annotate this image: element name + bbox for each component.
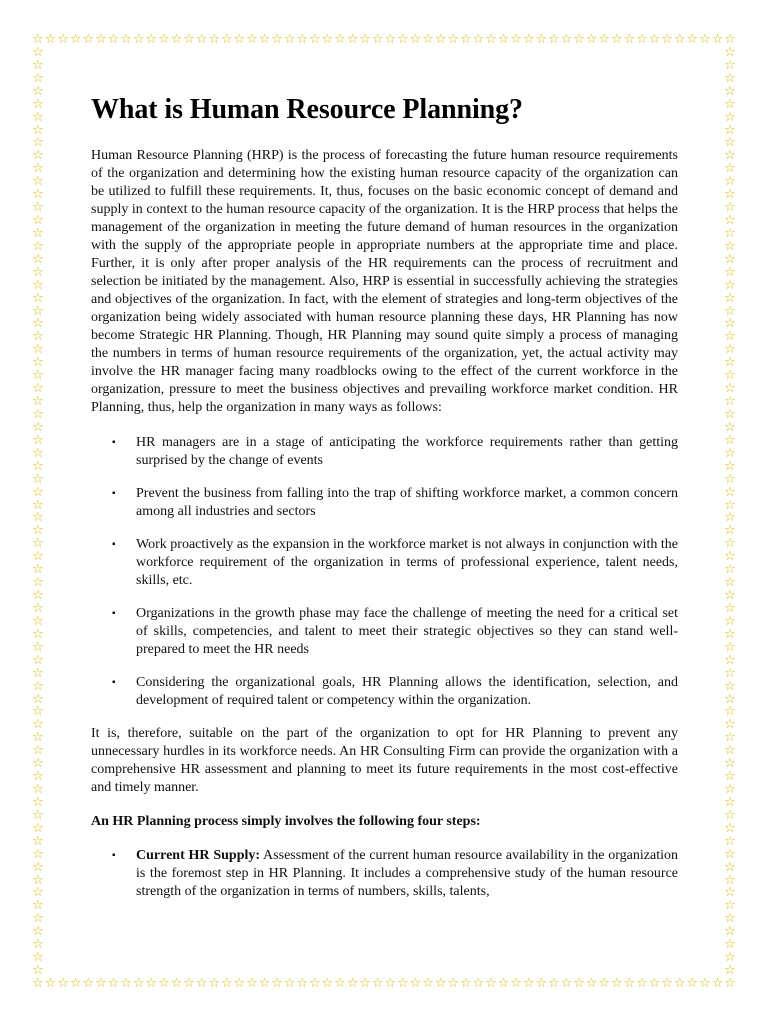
star-icon: ☆ <box>724 846 736 862</box>
square-bullet-icon: ▪ <box>112 677 116 688</box>
star-icon: ☆ <box>32 820 44 836</box>
star-icon: ☆ <box>434 32 447 47</box>
page-title: What is Human Resource Planning? <box>91 94 523 125</box>
star-icon: ☆ <box>724 355 736 371</box>
star-icon: ☆ <box>724 368 736 384</box>
list-item <box>91 847 678 901</box>
star-icon: ☆ <box>32 70 44 86</box>
star-icon: ☆ <box>32 419 44 435</box>
star-icon: ☆ <box>32 639 44 655</box>
star-icon: ☆ <box>95 32 107 47</box>
star-icon: ☆ <box>32 963 44 979</box>
star-icon: ☆ <box>32 769 44 785</box>
star-icon: ☆ <box>233 976 246 991</box>
star-icon: ☆ <box>699 976 711 991</box>
star-icon: ☆ <box>585 32 598 47</box>
star-icon: ☆ <box>724 109 736 125</box>
square-bullet-icon: ▪ <box>112 608 116 619</box>
star-icon: ☆ <box>32 497 44 513</box>
star-icon: ☆ <box>334 976 346 991</box>
step-term: Current HR Supply: <box>136 848 261 863</box>
star-icon: ☆ <box>673 976 686 991</box>
star-icon: ☆ <box>724 316 736 332</box>
star-icon: ☆ <box>57 976 69 991</box>
star-icon: ☆ <box>32 44 44 60</box>
star-icon: ☆ <box>371 976 384 991</box>
star-icon: ☆ <box>724 251 736 267</box>
star-icon: ☆ <box>724 44 736 60</box>
star-icon: ☆ <box>69 32 82 47</box>
step-text: Assessment of the current human resource availability in the organization is the foremost step in HR Planning. It includes a comprehensive study of the human resource strength of the organization in terms of numbers, skills, talents, <box>136 848 678 899</box>
star-icon: ☆ <box>648 976 661 991</box>
star-icon: ☆ <box>32 225 44 241</box>
star-icon: ☆ <box>220 976 233 991</box>
star-icon: ☆ <box>724 898 736 914</box>
star-icon: ☆ <box>409 976 422 991</box>
star-icon: ☆ <box>32 885 44 901</box>
star-icon: ☆ <box>585 976 598 991</box>
star-icon: ☆ <box>32 626 44 642</box>
star-icon: ☆ <box>384 32 397 47</box>
star-icon: ☆ <box>724 613 736 629</box>
star-icon: ☆ <box>32 251 44 267</box>
star-icon: ☆ <box>32 937 44 953</box>
star-icon: ☆ <box>686 32 699 47</box>
star-icon: ☆ <box>724 872 736 888</box>
star-icon: ☆ <box>32 549 44 565</box>
star-icon: ☆ <box>32 510 44 526</box>
star-icon: ☆ <box>32 238 44 254</box>
star-icon: ☆ <box>32 471 44 487</box>
star-icon: ☆ <box>560 32 573 47</box>
star-icon: ☆ <box>724 549 736 565</box>
star-icon: ☆ <box>32 109 44 125</box>
star-icon: ☆ <box>69 976 82 991</box>
star-icon: ☆ <box>32 368 44 384</box>
star-icon: ☆ <box>548 32 560 47</box>
star-icon: ☆ <box>32 846 44 862</box>
star-icon: ☆ <box>246 32 258 47</box>
star-icon: ☆ <box>724 432 736 448</box>
star-icon: ☆ <box>598 32 610 47</box>
star-icon: ☆ <box>258 32 271 47</box>
star-icon: ☆ <box>321 32 334 47</box>
star-icon: ☆ <box>724 575 736 591</box>
star-icon: ☆ <box>724 924 736 940</box>
star-icon: ☆ <box>459 32 472 47</box>
star-icon: ☆ <box>32 355 44 371</box>
star-icon: ☆ <box>724 238 736 254</box>
star-icon: ☆ <box>195 32 208 47</box>
list-item <box>91 434 678 470</box>
star-icon: ☆ <box>32 756 44 772</box>
benefits-list <box>91 434 678 710</box>
star-icon: ☆ <box>32 122 44 138</box>
star-icon: ☆ <box>32 135 44 151</box>
star-icon: ☆ <box>724 342 736 358</box>
star-icon: ☆ <box>535 976 548 991</box>
star-icon: ☆ <box>32 148 44 164</box>
list-item <box>91 485 678 521</box>
star-icon: ☆ <box>724 820 736 836</box>
star-icon: ☆ <box>195 976 208 991</box>
star-icon: ☆ <box>724 445 736 461</box>
star-icon: ☆ <box>724 32 736 47</box>
star-icon: ☆ <box>32 523 44 539</box>
star-icon: ☆ <box>32 264 44 280</box>
star-icon: ☆ <box>32 600 44 616</box>
star-icon: ☆ <box>157 32 170 47</box>
star-icon: ☆ <box>724 807 736 823</box>
star-icon: ☆ <box>724 833 736 849</box>
star-icon: ☆ <box>32 290 44 306</box>
star-icon: ☆ <box>32 794 44 810</box>
star-icon: ☆ <box>32 717 44 733</box>
star-icon: ☆ <box>32 575 44 591</box>
star-icon: ☆ <box>32 859 44 875</box>
star-icon: ☆ <box>157 976 170 991</box>
star-icon: ☆ <box>32 213 44 229</box>
star-icon: ☆ <box>447 32 460 47</box>
star-icon: ☆ <box>535 32 548 47</box>
star-icon: ☆ <box>724 200 736 216</box>
list-item-text: HR managers are in a stage of anticipating the workforce requirements rather than getting surprised by the change of events <box>136 435 678 468</box>
star-icon: ☆ <box>32 536 44 552</box>
list-item-text: Work proactively as the expansion in the workforce market is not always in conjunction with the workforce requirement of the organization in terms of professional experience, talent needs, skills, etc. <box>136 537 678 588</box>
star-icon: ☆ <box>32 407 44 422</box>
star-icon: ☆ <box>271 976 283 991</box>
star-icon: ☆ <box>359 32 371 47</box>
star-icon: ☆ <box>724 290 736 306</box>
star-icon: ☆ <box>183 976 195 991</box>
star-icon: ☆ <box>724 381 736 397</box>
star-icon: ☆ <box>724 122 736 138</box>
star-icon: ☆ <box>724 174 736 190</box>
star-icon: ☆ <box>724 950 736 966</box>
star-icon: ☆ <box>485 32 497 47</box>
star-icon: ☆ <box>183 32 195 47</box>
star-icon: ☆ <box>560 976 573 991</box>
star-icon: ☆ <box>32 277 44 293</box>
star-icon: ☆ <box>636 976 648 991</box>
star-icon: ☆ <box>724 588 736 604</box>
list-item <box>91 674 678 710</box>
star-icon: ☆ <box>32 96 44 112</box>
star-icon: ☆ <box>107 976 120 991</box>
star-icon: ☆ <box>271 32 283 47</box>
star-icon: ☆ <box>32 381 44 397</box>
star-icon: ☆ <box>548 976 560 991</box>
star-icon: ☆ <box>724 704 736 720</box>
star-icon: ☆ <box>44 976 57 991</box>
star-icon: ☆ <box>724 911 736 927</box>
star-icon: ☆ <box>32 445 44 461</box>
star-icon: ☆ <box>296 32 309 47</box>
star-icon: ☆ <box>409 32 422 47</box>
star-icon: ☆ <box>32 704 44 720</box>
star-icon: ☆ <box>472 976 485 991</box>
star-icon: ☆ <box>32 458 44 474</box>
star-icon: ☆ <box>32 187 44 203</box>
star-icon: ☆ <box>610 32 623 47</box>
star-icon: ☆ <box>724 743 736 759</box>
star-icon: ☆ <box>724 458 736 474</box>
star-icon: ☆ <box>673 32 686 47</box>
star-icon: ☆ <box>598 976 610 991</box>
star-icon: ☆ <box>32 342 44 358</box>
star-icon: ☆ <box>32 394 44 410</box>
closing-paragraph: It is, therefore, suitable on the part of the organization to opt for HR Planning to prevent any unnecessary hurdles in its workforce needs. An HR Consulting Firm can provide the organization with a comprehensive HR assessment and planning to meet its future requirements in the most cost-effective and timely manner. <box>91 726 678 795</box>
star-icon: ☆ <box>371 32 384 47</box>
star-icon: ☆ <box>724 407 736 422</box>
star-icon: ☆ <box>724 303 736 319</box>
list-item-text: Considering the organizational goals, HR Planning allows the identification, selection, and development of required talent or competency within the organization. <box>136 675 678 708</box>
star-icon: ☆ <box>120 32 132 47</box>
star-icon: ☆ <box>434 976 447 991</box>
star-icon: ☆ <box>32 730 44 746</box>
star-icon: ☆ <box>32 303 44 319</box>
star-icon: ☆ <box>459 976 472 991</box>
star-icon: ☆ <box>32 782 44 798</box>
star-icon: ☆ <box>32 872 44 888</box>
star-icon: ☆ <box>233 32 246 47</box>
star-icon: ☆ <box>623 32 636 47</box>
star-icon: ☆ <box>32 678 44 694</box>
star-icon: ☆ <box>522 32 535 47</box>
star-icon: ☆ <box>283 32 296 47</box>
star-icon: ☆ <box>724 57 736 73</box>
star-icon: ☆ <box>32 32 44 47</box>
star-icon: ☆ <box>321 976 334 991</box>
star-icon: ☆ <box>724 963 736 979</box>
star-icon: ☆ <box>724 264 736 280</box>
star-icon: ☆ <box>510 32 522 47</box>
star-icon: ☆ <box>170 976 183 991</box>
star-icon: ☆ <box>32 691 44 707</box>
star-icon: ☆ <box>724 213 736 229</box>
star-icon: ☆ <box>346 976 359 991</box>
star-icon: ☆ <box>208 976 220 991</box>
star-icon: ☆ <box>724 96 736 112</box>
star-icon: ☆ <box>57 32 69 47</box>
star-icon: ☆ <box>32 562 44 578</box>
star-icon: ☆ <box>246 976 258 991</box>
star-icon: ☆ <box>32 652 44 668</box>
square-bullet-icon: ▪ <box>112 850 116 861</box>
star-icon: ☆ <box>422 976 434 991</box>
star-icon: ☆ <box>32 613 44 629</box>
star-icon: ☆ <box>724 639 736 655</box>
star-icon: ☆ <box>573 976 585 991</box>
star-icon: ☆ <box>107 32 120 47</box>
star-icon: ☆ <box>686 976 699 991</box>
star-icon: ☆ <box>724 225 736 241</box>
star-icon: ☆ <box>636 32 648 47</box>
star-icon: ☆ <box>32 976 44 991</box>
star-icon: ☆ <box>32 898 44 914</box>
star-icon: ☆ <box>32 743 44 759</box>
star-icon: ☆ <box>384 976 397 991</box>
star-icon: ☆ <box>32 432 44 448</box>
star-icon: ☆ <box>724 471 736 487</box>
star-icon: ☆ <box>397 32 409 47</box>
star-icon: ☆ <box>422 32 434 47</box>
star-icon: ☆ <box>724 665 736 681</box>
star-icon: ☆ <box>359 976 371 991</box>
star-icon: ☆ <box>724 769 736 785</box>
star-icon: ☆ <box>510 976 522 991</box>
star-icon: ☆ <box>648 32 661 47</box>
steps-heading: An HR Planning process simply involves the following four steps: <box>91 814 481 829</box>
star-icon: ☆ <box>661 32 673 47</box>
star-icon: ☆ <box>724 394 736 410</box>
star-icon: ☆ <box>170 32 183 47</box>
star-icon: ☆ <box>32 161 44 177</box>
star-icon: ☆ <box>724 782 736 798</box>
star-icon: ☆ <box>44 32 57 47</box>
star-icon: ☆ <box>724 148 736 164</box>
star-icon: ☆ <box>145 976 158 991</box>
star-icon: ☆ <box>724 691 736 707</box>
star-icon: ☆ <box>472 32 485 47</box>
star-icon: ☆ <box>522 976 535 991</box>
list-item-text: Prevent the business from falling into the trap of shifting workforce market, a common concern among all industries and sectors <box>136 486 678 519</box>
square-bullet-icon: ▪ <box>112 539 116 550</box>
star-icon: ☆ <box>724 730 736 746</box>
star-icon: ☆ <box>724 161 736 177</box>
star-icon: ☆ <box>334 32 346 47</box>
star-icon: ☆ <box>724 135 736 151</box>
star-icon: ☆ <box>208 32 220 47</box>
star-icon: ☆ <box>32 174 44 190</box>
square-bullet-icon: ▪ <box>112 488 116 499</box>
star-icon: ☆ <box>724 277 736 293</box>
star-icon: ☆ <box>32 807 44 823</box>
star-icon: ☆ <box>32 924 44 940</box>
star-icon: ☆ <box>32 484 44 500</box>
document-content <box>91 92 678 916</box>
star-icon: ☆ <box>724 976 736 991</box>
star-icon: ☆ <box>724 70 736 86</box>
star-icon: ☆ <box>258 976 271 991</box>
star-icon: ☆ <box>724 510 736 526</box>
star-icon: ☆ <box>724 937 736 953</box>
star-icon: ☆ <box>699 32 711 47</box>
steps-list <box>91 847 678 901</box>
star-icon: ☆ <box>724 419 736 435</box>
star-icon: ☆ <box>32 200 44 216</box>
star-icon: ☆ <box>447 976 460 991</box>
star-icon: ☆ <box>724 678 736 694</box>
star-icon: ☆ <box>724 187 736 203</box>
star-icon: ☆ <box>724 859 736 875</box>
star-icon: ☆ <box>296 976 309 991</box>
star-icon: ☆ <box>32 588 44 604</box>
star-icon: ☆ <box>724 536 736 552</box>
square-bullet-icon: ▪ <box>112 437 116 448</box>
star-icon: ☆ <box>573 32 585 47</box>
star-icon: ☆ <box>485 976 497 991</box>
star-icon: ☆ <box>32 950 44 966</box>
star-icon: ☆ <box>120 976 132 991</box>
star-icon: ☆ <box>724 83 736 99</box>
star-icon: ☆ <box>82 976 95 991</box>
star-icon: ☆ <box>397 976 409 991</box>
list-item <box>91 605 678 659</box>
list-item <box>91 536 678 590</box>
star-icon: ☆ <box>497 32 510 47</box>
star-icon: ☆ <box>497 976 510 991</box>
star-icon: ☆ <box>724 484 736 500</box>
star-icon: ☆ <box>132 32 145 47</box>
star-icon: ☆ <box>610 976 623 991</box>
star-icon: ☆ <box>308 976 321 991</box>
intro-paragraph: Human Resource Planning (HRP) is the process of forecasting the future human resource requirements of the organization and determining how the existing human resource capacity of the organization can be utilized to fulfill these requirements. It, thus, focuses on the basic economic concept of demand and supply in context to the human resource capacity of the organization. It is the HRP process that helps the management of the organization in meeting the future demand of human resources in the organization with the supply of the appropriate people in appropriate numbers at the appropriate time and place. Further, it is only after proper analysis of the HR requirements can the process of recruitment and selection be initiated by the management. Also, HRP is essential in successfully achieving the strategies and objectives of the organization. In fact, with the element of strategies and long-term objectives of the organization being widely associated with human resource planning these days, HR Planning has now become Strategic HR Planning. Though, HR Planning may sound quite simply a process of managing the numbers in terms of human resource requirements of the organization, yet, the actual activity may involve the HR manager facing many roadblocks owing to the effect of the current workforce in the organization, pressure to meet the business objectives and prevailing workforce market condition. HR Planning, thus, help the organization in many ways as follows: <box>91 148 678 415</box>
star-icon: ☆ <box>95 976 107 991</box>
star-icon: ☆ <box>724 329 736 345</box>
star-icon: ☆ <box>724 523 736 539</box>
list-item-text: Organizations in the growth phase may face the challenge of meeting the need for a critical set of skills, competencies, and talent to meet their strategic objectives so they can stand well-prepared to meet the HR needs <box>136 606 678 657</box>
star-icon: ☆ <box>724 756 736 772</box>
star-icon: ☆ <box>711 32 724 47</box>
star-icon: ☆ <box>724 626 736 642</box>
star-icon: ☆ <box>724 600 736 616</box>
star-icon: ☆ <box>308 32 321 47</box>
star-icon: ☆ <box>711 976 724 991</box>
star-icon: ☆ <box>32 665 44 681</box>
star-icon: ☆ <box>32 911 44 927</box>
star-icon: ☆ <box>724 562 736 578</box>
star-icon: ☆ <box>724 652 736 668</box>
star-icon: ☆ <box>724 885 736 901</box>
star-icon: ☆ <box>661 976 673 991</box>
star-icon: ☆ <box>32 833 44 849</box>
star-icon: ☆ <box>346 32 359 47</box>
star-icon: ☆ <box>32 316 44 332</box>
star-icon: ☆ <box>724 497 736 513</box>
star-icon: ☆ <box>32 329 44 345</box>
star-icon: ☆ <box>32 57 44 73</box>
star-icon: ☆ <box>724 717 736 733</box>
star-icon: ☆ <box>283 976 296 991</box>
star-icon: ☆ <box>32 83 44 99</box>
star-icon: ☆ <box>132 976 145 991</box>
star-icon: ☆ <box>82 32 95 47</box>
star-icon: ☆ <box>724 794 736 810</box>
star-icon: ☆ <box>623 976 636 991</box>
star-icon: ☆ <box>145 32 158 47</box>
star-icon: ☆ <box>220 32 233 47</box>
